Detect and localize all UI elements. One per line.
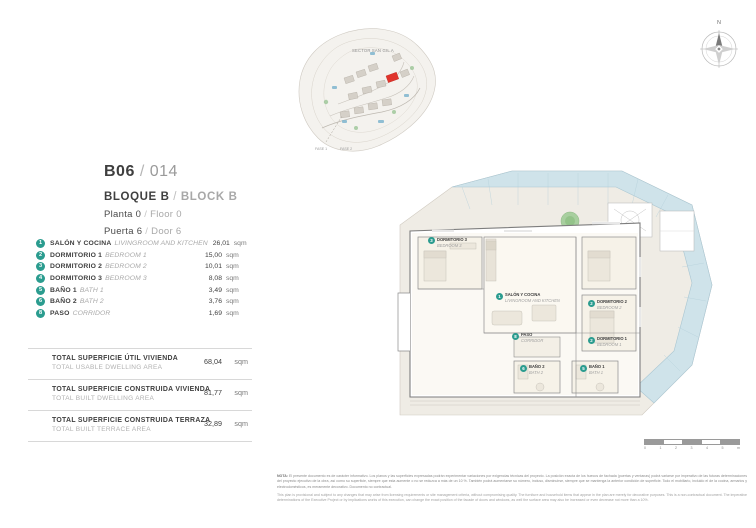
room-number-badge: 4 <box>36 274 45 283</box>
fp-label-es: BAÑO 2 <box>529 364 545 369</box>
room-number-badge: 8 <box>36 309 45 318</box>
fp-label-en: BATH 2 <box>529 369 544 375</box>
legal-text-en: This plan is provisional and subject to any changes that may arise from licensing requirements or site management criteria, without compromising quality. The furniture and household items that appear in the plan are merely for decorative purposes. This is a non-contractual document. The imperative determinations of the Executive Project or by implications works of this execution, can change the exact position of the facade of doors and windows, as well the surface area may also be increased or even decrease not more than a 10%. <box>277 492 747 502</box>
floor-label-en: Floor 0 <box>150 209 182 220</box>
legal-text-es: El presente documento es de carácter informativo. Los planos y las superficies expresadas podrán experimentar variaciones por exigencias técnicas del proyecto. La posición exacta de los huecos de fachada (puertas y ventanas) podrá variarse por imperativo de las futuras determinaciones del proyecto ejecutivo de la obra, así como su superficie, siempre que esta aumente o no se reduzca a más de un 10 %. También podrá aumentarse su número, incluso, disminuirse, siempre que se mantenga la anterior condición de superficie. Todo el mobiliario, incluido el de la cocina, armarios y electrodomésticos, es meramente decorativo. Documento no contractual. <box>277 474 747 489</box>
scale-bar <box>644 439 740 450</box>
legal-note-label: NOTA: <box>277 474 288 479</box>
fp-label-bath-2 <box>529 364 544 375</box>
room-area-unit: sqm <box>226 275 239 283</box>
fp-label-bedroom-2 <box>597 299 627 310</box>
room-area-unit: sqm <box>226 309 239 317</box>
room-area: 26,01 <box>212 240 230 248</box>
list-item <box>36 238 248 250</box>
scale-unit: m <box>737 446 740 450</box>
fp-label-corridor <box>521 332 543 343</box>
fp-badge-corridor: 8 <box>512 333 519 340</box>
total-unit: sqm <box>234 357 248 366</box>
room-area: 8,08 <box>208 275 222 283</box>
scale-ticks <box>644 439 740 445</box>
total-label-en: TOTAL BUILT TERRACE AREA <box>52 426 151 433</box>
legal-es-paragraph <box>277 474 747 489</box>
room-name-en: BATH 2 <box>79 298 104 306</box>
room-area: 3,49 <box>208 286 222 294</box>
list-item <box>36 273 248 285</box>
fp-label-en: BEDROOM 2 <box>597 304 622 310</box>
room-number-badge: 6 <box>36 297 45 306</box>
scale-tick-1: 1 <box>659 446 662 450</box>
room-area-unit: sqm <box>233 240 247 248</box>
list-item <box>36 261 248 273</box>
room-name-es: DORMITORIO 3 <box>50 275 103 283</box>
room-name-en: CORRIDOR <box>72 309 111 317</box>
fp-label-es: BAÑO 1 <box>589 364 605 369</box>
scale-tick-3: 3 <box>690 446 693 450</box>
fp-badge-bedroom-3: 3 <box>428 237 435 244</box>
fp-label-en: BATH 1 <box>589 369 604 375</box>
block-label-en: BLOCK B <box>180 191 238 203</box>
block-label-es: BLOQUE B <box>104 191 170 203</box>
fp-label-es: PASO <box>521 332 533 337</box>
room-schedule <box>36 238 248 319</box>
fp-label-en: CORRIDOR <box>521 337 544 343</box>
compass-north-label: N <box>717 20 721 26</box>
total-label-en: TOTAL USABLE DWELLING AREA <box>52 364 163 371</box>
scale-tick-0: 0 <box>644 446 646 450</box>
fp-label-es: SALÓN Y COCINA <box>505 292 541 297</box>
total-built-dwelling-area <box>28 379 252 410</box>
fp-badge-bedroom-2: 2 <box>588 300 595 307</box>
room-area-unit: sqm <box>226 251 239 259</box>
fp-label-bedroom-1 <box>597 336 627 347</box>
room-name-es: DORMITORIO 1 <box>50 251 103 259</box>
room-name-en: BEDROOM 2 <box>105 263 147 271</box>
total-value: 81,77 <box>204 388 222 397</box>
totals-section <box>28 348 252 442</box>
phase-1-label: FASE 1 <box>315 147 328 151</box>
unit-floor-plan <box>392 165 737 435</box>
room-number-badge: 3 <box>36 262 45 271</box>
total-usable-area <box>28 348 252 379</box>
fp-label-bedroom-3 <box>437 237 467 248</box>
unit-code: B06 <box>104 163 135 180</box>
info-panel <box>0 0 272 528</box>
list-item <box>36 284 248 296</box>
unit-number: 014 <box>149 163 178 180</box>
fp-label-en: BEDROOM 1 <box>597 341 622 347</box>
total-built-terrace-area <box>28 410 252 442</box>
list-item <box>36 250 248 262</box>
room-name-es: SALÓN Y COCINA <box>50 240 112 248</box>
legal-disclaimer <box>277 474 747 506</box>
total-value: 32,89 <box>204 419 222 428</box>
fp-label-es: DORMITORIO 3 <box>437 237 467 242</box>
site-plan-title: SECTOR SAN GIL A <box>352 48 394 53</box>
total-label-en: TOTAL BUILT DWELLING AREA <box>52 395 155 402</box>
fp-badge-bedroom-1: 2 <box>588 337 595 344</box>
room-name-es: PASO <box>50 309 70 317</box>
room-name-es: BAÑO 2 <box>50 298 77 306</box>
fp-label-bath-1 <box>589 364 604 375</box>
block-slash: / <box>173 191 178 203</box>
fp-badge-living-kitchen: 1 <box>496 293 503 300</box>
door-line <box>104 226 264 237</box>
room-number-badge: 1 <box>36 239 45 248</box>
scale-tick-4: 4 <box>706 446 708 450</box>
drawing-panel <box>272 0 756 528</box>
room-name-en: BATH 1 <box>79 286 104 294</box>
room-name-en: BEDROOM 3 <box>105 275 147 283</box>
block-line <box>104 191 264 203</box>
room-area: 10,01 <box>204 263 222 271</box>
room-number-badge: 5 <box>36 286 45 295</box>
total-unit: sqm <box>234 419 248 428</box>
room-name-en: BEDROOM 1 <box>105 251 147 259</box>
room-area-unit: sqm <box>226 263 239 271</box>
room-name-es: BAÑO 1 <box>50 286 77 294</box>
room-area-unit: sqm <box>226 286 239 294</box>
site-location-plan <box>282 16 462 161</box>
room-area: 3,76 <box>208 298 222 306</box>
total-label-es: TOTAL SUPERFICIE CONSTRUIDA TERRAZA <box>52 417 211 424</box>
door-label-es: Puerta 6 <box>104 226 143 237</box>
room-name-es: DORMITORIO 2 <box>50 263 103 271</box>
compass-rose-icon <box>696 20 742 72</box>
floor-label-es: Planta 0 <box>104 209 142 220</box>
fp-label-en: BEDROOM 3 <box>437 242 462 248</box>
fp-label-es: DORMITORIO 1 <box>597 336 627 341</box>
fp-label-living-kitchen <box>505 292 560 303</box>
fp-label-en: LIVINGROOM AND KITCHEN <box>505 297 560 303</box>
unit-identification <box>104 163 264 237</box>
floor-line <box>104 209 264 220</box>
scale-numbers <box>644 446 740 450</box>
total-value: 68,04 <box>204 357 222 366</box>
room-area-unit: sqm <box>226 298 239 306</box>
total-unit: sqm <box>234 388 248 397</box>
unit-separator: / <box>139 163 145 180</box>
scale-tick-2: 2 <box>675 446 677 450</box>
unit-code-line <box>104 163 264 181</box>
room-area: 1,69 <box>208 309 222 317</box>
fp-label-es: DORMITORIO 2 <box>597 299 627 304</box>
site-plan-graphic <box>282 16 462 161</box>
scale-tick-5: 5 <box>721 446 724 450</box>
total-label-es: TOTAL SUPERFICIE ÚTIL VIVIENDA <box>52 355 179 362</box>
fp-badge-bath-2: 6 <box>520 365 527 372</box>
total-label-es: TOTAL SUPERFICIE CONSTRUIDA VIVIENDA <box>52 386 211 393</box>
list-item <box>36 308 248 320</box>
list-item <box>36 296 248 308</box>
room-name-en: LIVINGROOM AND KITCHEN <box>114 240 208 248</box>
door-slash: / <box>145 226 149 237</box>
room-number-badge: 2 <box>36 251 45 260</box>
fp-badge-bath-1: 5 <box>580 365 587 372</box>
floor-plan-graphic <box>392 165 737 435</box>
door-label-en: Door 6 <box>151 226 182 237</box>
room-area: 15,00 <box>204 251 222 259</box>
phase-2-label: FASE 2 <box>340 147 353 151</box>
floor-slash: / <box>144 209 148 220</box>
